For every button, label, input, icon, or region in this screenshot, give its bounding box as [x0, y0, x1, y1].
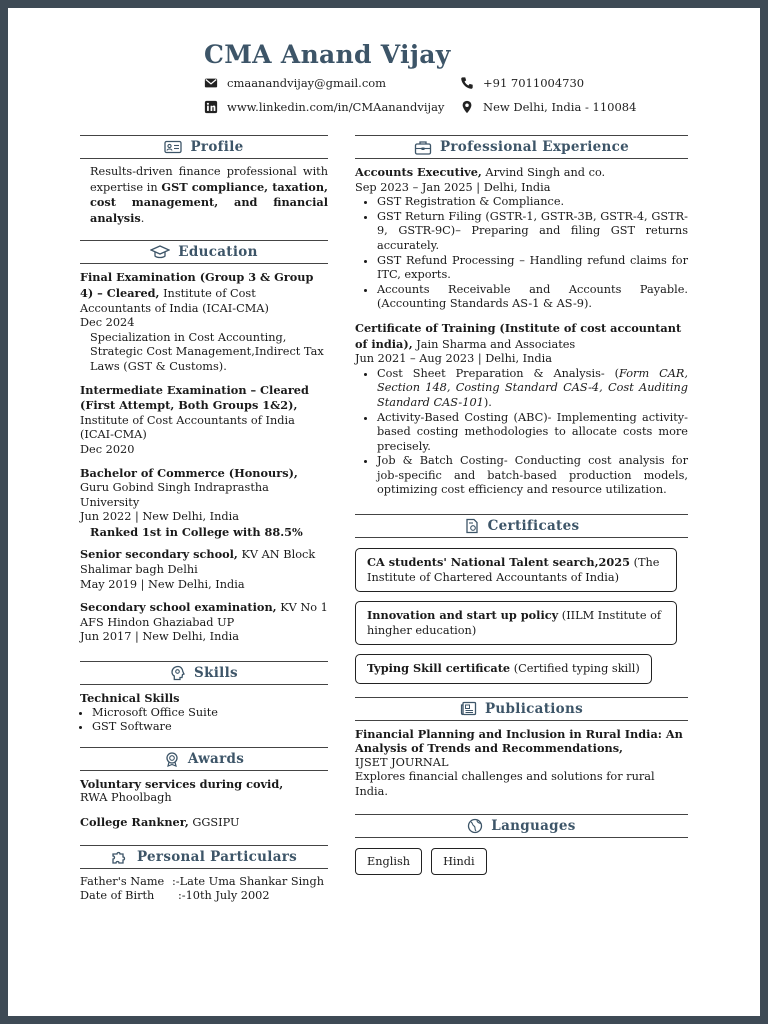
contact-email[interactable] [204, 76, 386, 90]
location-text: New Delhi, India - 110084 [483, 100, 637, 114]
publications-heading [355, 697, 688, 721]
medal-icon [164, 751, 180, 767]
list-item: • Job & Batch Costing- Conducting cost analysis for job-specific and batch-based production models, optimizing cost efficiency and resource utilization. [377, 454, 688, 498]
certificates-title: Certificates [487, 518, 580, 535]
list-item: • Activity-Based Costing (ABC)- Implementing activity-based costing methodologies to allocate costs more precisely. [377, 411, 688, 455]
experience-item: Accounts Executive, Arvind Singh and co. Sep 2023 – Jan 2025 | Delhi, India • GST Registration & Compliance. • GST Return Filing (GSTR-1, GSTR-3B, GSTR-4, GSTR-9, GSTR-9C)– Preparing and filing GST returns accurately. • GST Refund Processing – Handling refund claims for ITC, exports. • Accounts Receivable and Accounts Payable.(Accounting Standards AS-1 & AS-9). [355, 165, 688, 312]
newspaper-icon [460, 701, 477, 716]
education-item: Senior secondary school, KV AN Block Shalimar bagh Delhi May 2019 | New Delhi, India [80, 547, 316, 591]
list-item: • Microsoft Office Suite [92, 706, 328, 721]
publication-item: Financial Planning and Inclusion in Rural India: An Analysis of Trends and Recommendations, IJSET JOURNAL Explores financial challenges and solutions for rural India. [355, 726, 683, 798]
skills-title: Skills [194, 665, 238, 682]
personal-row: Father's Name :-Late Uma Shankar Singh [80, 874, 324, 888]
list-item: • Accounts Receivable and Accounts Payable.(Accounting Standards AS-1 & AS-9). [377, 283, 688, 312]
award-item: Voluntary services during covid, RWA Phoolbagh [80, 776, 284, 805]
candidate-name: CMA Anand Vijay [204, 40, 451, 69]
left-column [80, 135, 328, 904]
list-item: • GST Registration & Compliance. [377, 195, 688, 210]
certificate-icon [464, 518, 480, 534]
languages-title: Languages [491, 817, 576, 834]
graduation-cap-icon [150, 245, 170, 259]
experience-title: Professional Experience [439, 139, 630, 155]
skills-list [80, 706, 328, 735]
awards-title: Awards [187, 750, 245, 767]
linkedin-icon [204, 100, 218, 114]
resume-page [8, 8, 760, 1016]
languages-heading [355, 814, 688, 838]
awards-heading [80, 747, 328, 771]
phone-text: +91 7011004730 [483, 76, 585, 90]
brain-head-icon [170, 665, 186, 681]
contact-linkedin[interactable] [204, 100, 444, 114]
list-item: • GST Return Filing (GSTR-1, GSTR-3B, GSTR-4, GSTR-9, GSTR-9C)– Preparing and filing GST returns accurately. [377, 210, 688, 254]
personal-row: Date of Birth :-10th July 2002 [80, 889, 270, 903]
publications-title: Publications [484, 700, 583, 717]
right-column [355, 135, 688, 875]
education-heading [80, 240, 328, 264]
experience-item: Certificate of Training (Institute of cost accountant of india), Jain Sharma and Associates Jun 2021 – Aug 2023 | Delhi, India • Cost Sheet Preparation & Analysis- (Form CAR, Section 148, Costing Standard CAS-4, Cost Auditing Standard CAS-101). • Activity-Based Costing (ABC)- Implementing activity-based costing methodologies to allocate costs more precisely. • Job & Batch Costing- Conducting cost analysis for job-specific and batch-based production models, optimizing cost efficiency and resource utilization. [355, 321, 688, 498]
globe-icon [467, 818, 483, 834]
profile-title: Profile [190, 139, 244, 155]
list-item: • GST Software [92, 720, 328, 735]
list-item: • Cost Sheet Preparation & Analysis- (Form CAR, Section 148, Costing Standard CAS-4, Cost Auditing Standard CAS-101). [377, 367, 688, 411]
email-text: cmaanandvijay@gmail.com [227, 76, 387, 90]
contact-phone[interactable] [460, 76, 584, 90]
personal-title: Personal Particulars [136, 848, 298, 865]
certificate-card: Typing Skill certificate (Certified typing skill) [355, 654, 652, 684]
linkedin-text: www.linkedin.com/in/CMAanandvijay [227, 100, 445, 114]
puzzle-icon [111, 849, 129, 865]
education-item: Final Examination (Group 3 & Group 4) – Cleared, Institute of Cost Accountants of India (ICAI-CMA) Dec 2024 Specialization in Cost Accounting, Strategic Cost Management,Indirect Tax Laws (GST & Customs). [80, 270, 324, 373]
personal-heading [80, 845, 328, 869]
languages-list [355, 848, 688, 875]
certificate-card: CA students' National Talent search,2025 (The Institute of Chartered Accountants of India) [355, 548, 677, 592]
education-title: Education [178, 244, 258, 261]
certificates-heading [355, 514, 688, 538]
location-pin-icon [460, 100, 474, 114]
award-item: College Rankner, GGSIPU [80, 815, 240, 829]
certificate-card: Innovation and start up policy (IILM Institute of hingher education) [355, 601, 677, 645]
education-item: Bachelor of Commerce (Honours), Guru Gobind Singh Indraprastha University Jun 2022 | New Delhi, India Ranked 1st in College with 88.5% [80, 465, 303, 539]
education-item: Intermediate Examination – Cleared (First Attempt, Both Groups 1&2), Institute of Cost Accountants of India (ICAI-CMA) Dec 2020 [80, 382, 309, 456]
skills-heading [80, 661, 328, 685]
list-item: • GST Refund Processing – Handling refund claims for ITC, exports. [377, 254, 688, 283]
skills-subtitle: Technical Skills [80, 691, 180, 706]
language-badge: Hindi [431, 848, 487, 875]
profile-summary: Results-driven finance professional with expertise in GST compliance, taxation, cost management, and financial analysis. [90, 165, 328, 225]
envelope-icon [204, 76, 218, 90]
id-card-icon [164, 140, 182, 154]
experience-heading [355, 135, 688, 159]
profile-heading [80, 135, 328, 159]
education-item: Secondary school examination, KV No 1 AFS Hindon Ghaziabad UP Jun 2017 | New Delhi, India [80, 600, 328, 644]
language-badge: English [355, 848, 422, 875]
briefcase-icon [414, 140, 432, 155]
contact-location [460, 100, 636, 114]
phone-icon [460, 76, 474, 90]
